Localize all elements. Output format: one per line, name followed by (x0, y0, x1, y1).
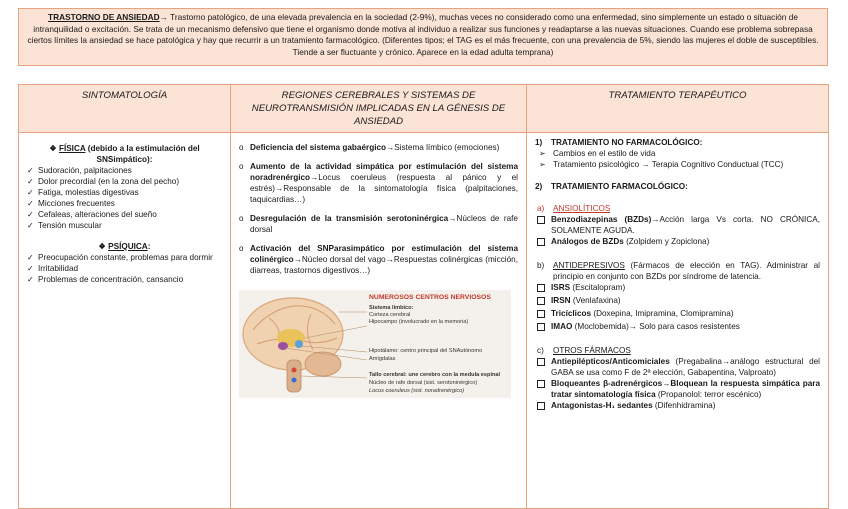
treatment-item: ➢ Cambios en el estilo de vida (539, 149, 656, 158)
treatment-heading-1: 1) TRATAMIENTO NO FARMACOLÓGICO: (535, 138, 703, 147)
drug-item: ISRS (Escitalopram) (537, 282, 820, 295)
region-item: o Desregulación de la transmisión serotoninérgica→Núcleos de rafe dorsal (239, 214, 518, 234)
otros-heading: c) OTROS FÁRMACOS (537, 346, 631, 355)
header-row (19, 85, 829, 133)
drug-item: Bloqueantes β-adrenérgicos→Bloquean la respuesta simpática para tratar sintomatología física (Propanolol: terror escénico) (537, 378, 820, 400)
fisica-heading: ❖ FÍSICA (debido a la estimulación del SNSimpático): (49, 144, 200, 164)
summary-table (18, 84, 829, 509)
figure-label: Hipocampo (involucrado en la memoria) (369, 319, 469, 325)
figure-label: Sistema límbico: (369, 305, 414, 311)
brain-figure (239, 290, 511, 398)
header-regiones: REGIONES CEREBRALES Y SISTEMAS DE NEUROTRANSMISIÓN IMPLICADAS EN LA GÉNESIS DE ANSIEDAD (231, 85, 527, 133)
symptom-item: ✓ Dolor precordial (en la zona del pecho) (27, 177, 180, 186)
ansioliticos-heading: a) ANSIOLÍTICOS (537, 204, 611, 213)
figure-label: Locus coeruleus (sist. noradrenérgico) (369, 388, 465, 394)
symptom-item: ✓ Problemas de concentración, cansancio (27, 275, 184, 284)
figure-label: Hipotálamo: centro principal del SNAutónomo (369, 348, 483, 354)
regiones-cell (231, 133, 527, 509)
header-sintomatologia: SINTOMATOLOGÍA (19, 85, 231, 133)
symptom-item: ✓ Micciones frecuentes (27, 199, 115, 208)
drug-item: Análogos de BZDs (Zolpidem y Zopiclona) (537, 236, 820, 249)
region-item: o Aumento de la actividad simpática por estimulación del sistema noradrenérgico→Locus coeruleus (respuesta al pánico y el estrés)→Responsable de la sintomatología física (palpitaciones, taquicardias…) (239, 162, 518, 204)
figure-label: Tallo cerebral: une cerebro con la medula espinal (369, 372, 501, 378)
drug-item: Antiepilépticos/Anticomiciales (Pregabalina→análogo estructural del GABA se usa como F de 2ª elección, Gabapentina, Valproato) (537, 356, 820, 378)
region-item: o Activación del SNParasimpático por estimulación del sistema colinérgico→Núcleo dorsal del vago→Respuestas colinérgicas (micción, diarreas, trastornos digestivos…) (239, 244, 518, 275)
symptom-item: ✓ Tensión muscular (27, 221, 102, 230)
symptom-item: ✓ Fatiga, molestias digestivas (27, 188, 139, 197)
psiquica-heading: ❖ PSÍQUICA: (98, 242, 151, 251)
sintomatologia-cell (19, 133, 231, 509)
tratamiento-cell (527, 133, 829, 509)
drug-item: Antagonistas-H₁ sedantes (Difenhidramina) (537, 400, 820, 413)
figure-label: Amígdalas (369, 356, 396, 362)
treatment-item: ➢ Tratamiento psicológico → Terapia Cognitivo Conductual (TCC) (539, 160, 784, 169)
antidepresivos-heading: b) ANTIDEPRESIVOS (Fármacos de elección en TAG). Administrar al principio en conjunto con BZDs por síndrome de latencia. (537, 261, 820, 281)
symptom-item: ✓ Preocupación constante, problemas para dormir (27, 253, 213, 262)
brain-illustration (239, 290, 511, 398)
region-item: o Deficiencia del sistema gabaérgico→Sistema límbico (emociones) (239, 143, 500, 152)
symptom-item: ✓ Cefaleas, alteraciones del sueño (27, 210, 157, 219)
intro-text: → Trastorno patológico, de una elevada prevalencia en la sociedad (2-9%), muchas veces no considerado como una enfermedad, sino simplemente un estado o situación de intranquilidad o excitación. Se trata de un mecanismo defensivo que tiene el organismo donde motiva al individuo a realizar sus funciones y readaptarse a las nuevas situaciones. Cuando ese problema sobrepasa ciertos límites la ansiedad se hace patológica y hay que recurrir a un tratamiento farmacológico. (Diferentes tipos; el TAG es el más frecuente, con una prevalencia de 5%, siendo las mujeres el doble de susceptibles. Tiende a ser fluctuante y crónico. Aparece en la edad adulta temprana) (27, 12, 819, 57)
figure-title: NUMEROSOS CENTROS NERVIOSOS (369, 294, 491, 301)
symptom-item: ✓ Irritabilidad (27, 264, 79, 273)
drug-item: IRSN (Venlafaxina) (537, 295, 820, 308)
treatment-heading-2: 2) TRATAMIENTO FARMACOLÓGICO: (535, 182, 688, 191)
header-tratamiento: TRATAMIENTO TERAPÉUTICO (527, 85, 829, 133)
figure-label: Corteza cerebral (369, 312, 411, 318)
figure-label: Núcleo de rafe dorsal (sist. serotoninérgico) (369, 380, 478, 386)
intro-box (18, 8, 828, 66)
intro-title: TRASTORNO DE ANSIEDAD (48, 12, 160, 22)
body-row (19, 133, 829, 509)
drug-item: Tricíclicos (Doxepina, Imipramina, Clomipramina) (537, 308, 820, 321)
drug-item: IMAO (Moclobemida)→ Solo para casos resistentes (537, 321, 820, 334)
drug-item: Benzodiazepinas (BZDs)→Acción larga Vs corta. NO CRÓNICA, SOLAMENTE AGUDA. (537, 214, 820, 236)
symptom-item: ✓ Sudoración, palpitaciones (27, 166, 132, 175)
